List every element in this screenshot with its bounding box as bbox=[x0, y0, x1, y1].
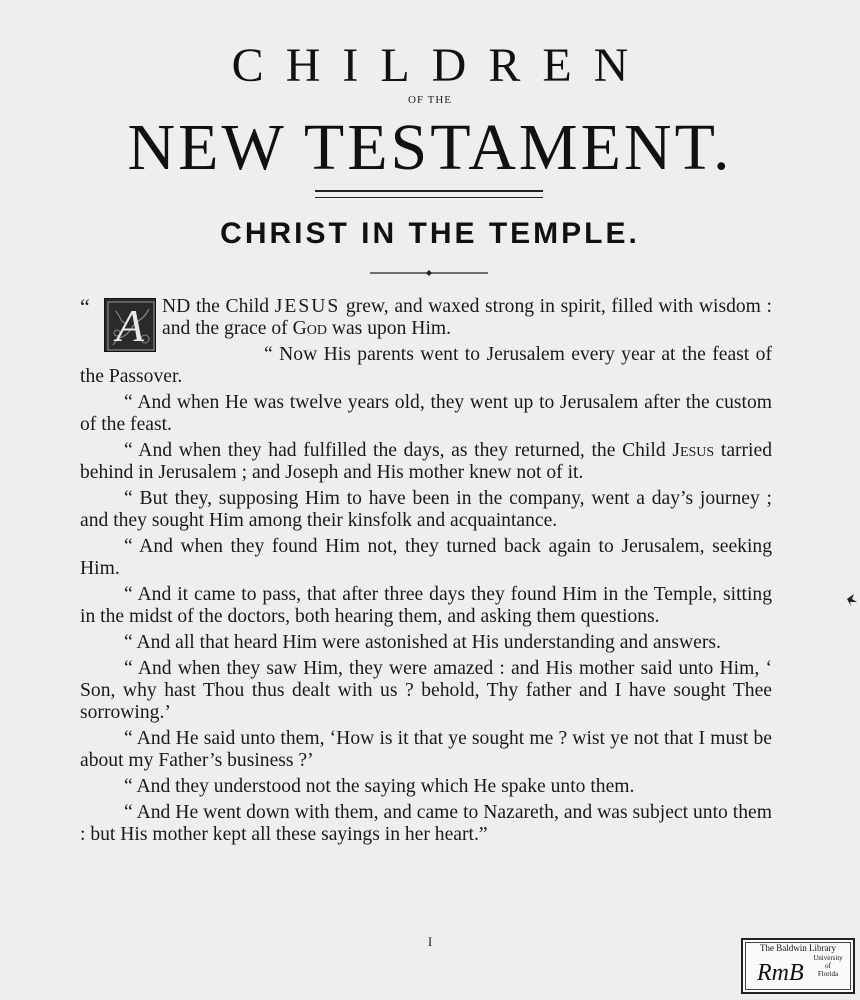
book-title-main: CHILDREN bbox=[231, 39, 651, 92]
book-title-sub: NEW TESTAMENT. bbox=[127, 111, 733, 184]
p1-text-e: was upon Him. bbox=[326, 318, 452, 339]
paragraph-10: “ And He said unto them, ‘How is it that ye sought me ? wist ye not that I must be about my Father’s business ?’ bbox=[80, 728, 772, 771]
stamp-monogram: RmB bbox=[757, 960, 804, 986]
paragraph-12: “ And He went down with them, and came to Nazareth, and was subject unto them : but His mother kept all these sayings in her heart.” bbox=[80, 802, 772, 845]
dropcap-letter: A bbox=[115, 300, 145, 351]
page-edge-mark-icon bbox=[845, 590, 859, 608]
p1-name-jesus: JESUS bbox=[274, 296, 341, 317]
paragraph-6: “ And when they found Him not, they turned back again to Jerusalem, seeking Him. bbox=[80, 536, 772, 579]
dropcap-block bbox=[80, 294, 156, 354]
p1-text-c: grew, and waxed strong in spirit, filled with wisdom : and the grace of bbox=[162, 296, 772, 339]
paragraph-9: “ And when they saw Him, they were amazed : and His mother said unto Him, ‘ Son, why hast Thou thus dealt with us ? behold, Thy father and I have sought Thee sorrowing.’ bbox=[80, 658, 772, 723]
paragraph-4 bbox=[80, 440, 772, 484]
paragraph-2: “ Now His parents went to Jerusalem every year at the feast of the Passover. bbox=[80, 344, 772, 387]
section-title: CHRIST IN THE TEMPLE. bbox=[220, 217, 640, 250]
paragraph-3: “ And when He was twelve years old, they went up to Jerusalem after the custom of the feast. bbox=[80, 392, 772, 435]
paragraph-5: “ But they, supposing Him to have been in the company, went a day’s journey ; and they sought Him among their kinsfolk and acquaintance. bbox=[80, 488, 772, 531]
paragraph-7: “ And it came to pass, that after three days they found Him in the Temple, sitting in the midst of the doctors, both hearing them, and asking them questions. bbox=[80, 584, 772, 627]
stamp-university bbox=[809, 954, 847, 978]
paragraph-1 bbox=[80, 294, 772, 351]
p4-text-a: “ And when they had fulfilled the days, as they returned, the Child bbox=[124, 440, 673, 461]
p4-text-c: tarried behind in Jerusalem ; and Joseph and His mother knew not of it. bbox=[80, 440, 772, 483]
stamp-university-line3: Florida bbox=[817, 970, 839, 978]
dropcap-open-quote: “ bbox=[80, 294, 90, 319]
ornament-divider-icon bbox=[370, 270, 488, 276]
paragraph-11: “ And they understood not the saying which He spake unto them. bbox=[124, 776, 635, 797]
p1-name-god: God bbox=[292, 318, 327, 339]
stamp-university-line2: of bbox=[825, 962, 831, 970]
p1-text-a: ND the Child bbox=[162, 296, 275, 317]
stamp-university-line1: University bbox=[813, 954, 843, 962]
page-number: I bbox=[427, 934, 433, 949]
book-title-of-the: OF THE bbox=[408, 94, 452, 106]
scripture-text bbox=[80, 296, 772, 850]
stamp-library-name: The Baldwin Library bbox=[760, 943, 836, 953]
library-stamp bbox=[741, 938, 855, 994]
paragraph-8: “ And all that heard Him were astonished at His understanding and answers. bbox=[124, 632, 721, 653]
title-double-rule bbox=[315, 190, 543, 198]
p4-name-jesus: Jesus bbox=[672, 440, 715, 461]
decorated-initial bbox=[104, 298, 156, 352]
